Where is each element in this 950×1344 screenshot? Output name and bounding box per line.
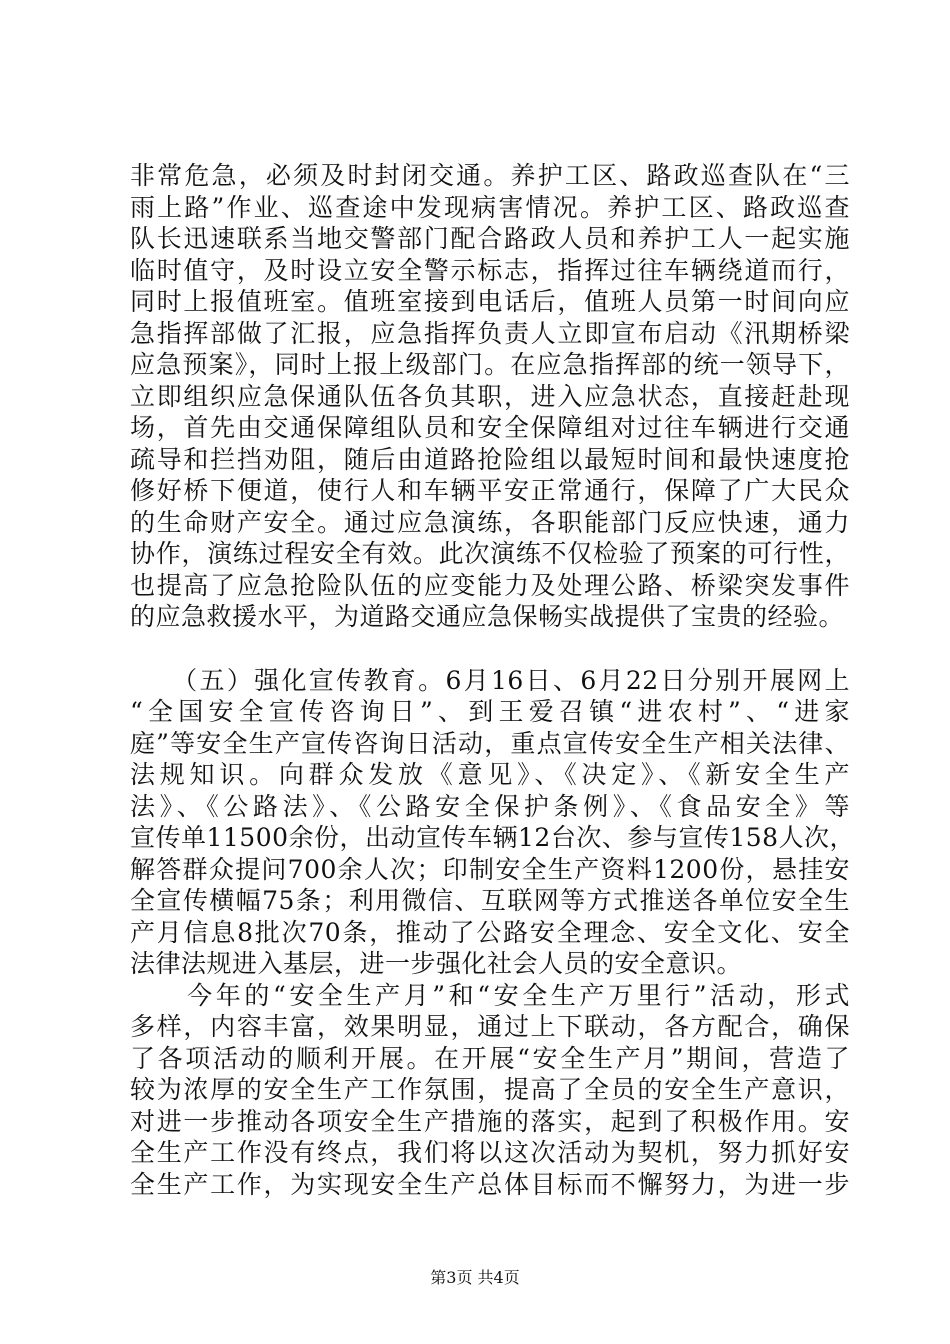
- text-line: 法规知识。向群众发放《意见》、《决定》、《新安全生产: [130, 760, 850, 789]
- text-line: 对进一步推动各项安全生产措施的落实，起到了积极作用。安: [130, 1106, 850, 1136]
- page-number-footer: 第3页 共4页: [430, 1268, 520, 1287]
- text-line: 产月信息8批次70条，推动了公路安全理念、安全文化、安全: [130, 917, 850, 947]
- text-line: 雨上路”作业、巡查途中发现病害情况。养护工区、路政巡查: [130, 192, 850, 222]
- text-line: 宣传单11500余份，出动宣传车辆12台次、参与宣传158人次，: [130, 823, 856, 852]
- text-line: 修好桥下便道，使行人和车辆平安正常通行，保障了广大民众: [130, 476, 850, 505]
- paragraph-drill-report: [130, 160, 850, 633]
- text-line: 今年的“安全生产月”和“安全生产万里行”活动，形式: [130, 980, 850, 1010]
- text-line: 解答群众提问700余人次；印制安全生产资料1200份，悬挂安: [130, 854, 850, 884]
- text-line: 的生命财产安全。通过应急演练，各职能部门反应快速，通力: [130, 507, 850, 537]
- text-line: 全宣传横幅75条；利用微信、互联网等方式推送各单位安全生: [130, 886, 850, 915]
- text-line: 同时上报值班室。值班室接到电话后，值班人员第一时间向应: [130, 287, 850, 316]
- text-line: 多样，内容丰富，效果明显，通过上下联动，各方配合，确保: [130, 1012, 850, 1041]
- text-line: 非常危急，必须及时封闭交通。养护工区、路政巡查队在“三: [130, 161, 850, 190]
- text-line: 全生产工作，为实现安全生产总体目标而不懈努力，为进一步: [130, 1169, 850, 1199]
- text-line: 临时值守，及时设立安全警示标志，指挥过往车辆绕道而行，: [130, 255, 850, 285]
- text-line: 疏导和拦挡劝阻，随后由道路抢险组以最短时间和最快速度抢: [130, 444, 850, 474]
- text-line: 应急预案》，同时上报上级部门。在应急指挥部的统一领导下，: [130, 350, 850, 379]
- paragraph-spacer: [130, 633, 850, 665]
- paragraph-publicity-education: [130, 665, 856, 980]
- text-line: 法律法规进入基层，进一步强化社会人员的安全意识。: [130, 949, 743, 978]
- text-line: 队长迅速联系当地交警部门配合路政人员和养护工人一起实施: [130, 224, 850, 253]
- text-line: 全生产工作没有终点，我们将以这次活动为契机，努力抓好安: [130, 1138, 850, 1167]
- text-line: 较为浓厚的安全生产工作氛围，提高了全员的安全生产意识，: [130, 1075, 850, 1104]
- text-line: （五）强化宣传教育。6月16日、6月22日分别开展网上: [130, 665, 850, 695]
- text-line: 了各项活动的顺利开展。在开展“安全生产月”期间，营造了: [130, 1043, 850, 1073]
- text-line: 协作，演练过程安全有效。此次演练不仅检验了预案的可行性，: [130, 539, 850, 568]
- paragraph-summary: [130, 980, 850, 1201]
- text-line: “全国安全宣传咨询日”、到王爱召镇“进农村”、“进家: [130, 697, 850, 726]
- text-line: 法》、《公路法》、《公路安全保护条例》、《食品安全》等: [130, 791, 850, 821]
- text-line: 也提高了应急抢险队伍的应变能力及处理公路、桥梁突发事件: [130, 570, 850, 600]
- text-line: 的应急救援水平，为道路交通应急保畅实战提供了宝贵的经验。: [130, 602, 845, 631]
- document-body: [130, 160, 856, 1200]
- text-line: 立即组织应急保通队伍各负其职，进入应急状态，直接赶赴现: [130, 381, 850, 411]
- text-line: 场，首先由交通保障组队员和安全保障组对过往车辆进行交通: [130, 413, 850, 442]
- text-line: 庭”等安全生产宣传咨询日活动，重点宣传安全生产相关法律、: [130, 728, 850, 758]
- text-line: 急指挥部做了汇报，应急指挥负责人立即宣布启动《汛期桥梁: [130, 318, 850, 348]
